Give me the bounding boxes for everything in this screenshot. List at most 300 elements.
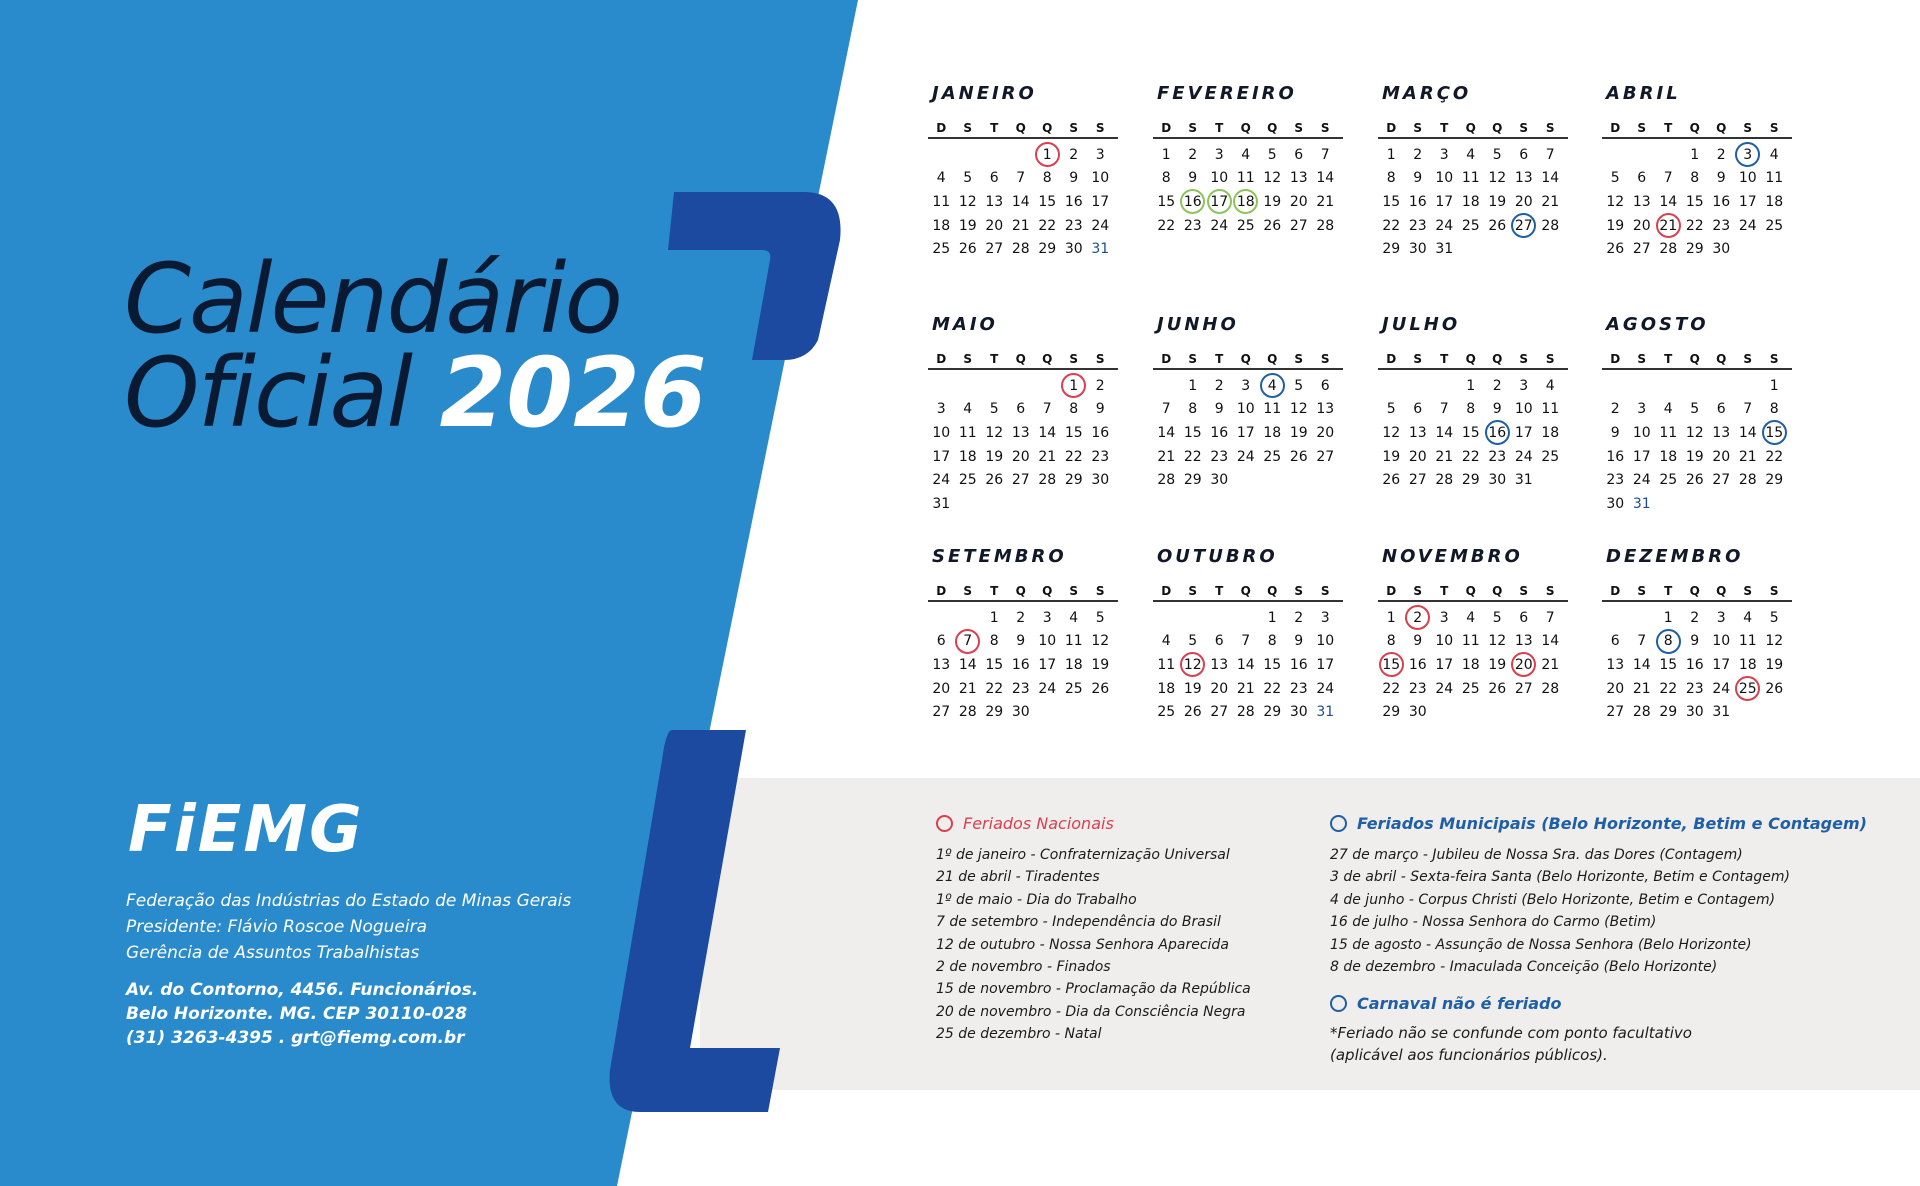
- empty-day: [1008, 374, 1035, 398]
- day-cell: 22: [1659, 680, 1678, 697]
- day-cell: 29: [1038, 241, 1057, 258]
- day-cell: 9: [1413, 170, 1423, 187]
- title-line2: Oficial: [124, 337, 411, 449]
- day-cell: 1: [1034, 143, 1061, 167]
- day-cell: 20: [1632, 217, 1651, 234]
- day-cell: 8: [1188, 401, 1198, 418]
- day-cell: 4: [1743, 609, 1753, 626]
- empty-day: [928, 606, 955, 630]
- org-contact: (31) 3263-4395 . grt@fiemg.com.br: [126, 1028, 465, 1048]
- empty-day: [1629, 374, 1656, 398]
- day-cell: 21: [1435, 448, 1454, 465]
- day-cell: 20: [1210, 680, 1229, 697]
- empty-day: [1655, 374, 1682, 398]
- weekday-header: [928, 351, 1118, 370]
- empty-day: [928, 374, 955, 398]
- day-cell: 23: [1408, 217, 1427, 234]
- day-cell: 25: [1659, 472, 1678, 489]
- month-dezembro: [1602, 545, 1792, 724]
- day-cell: 15: [1183, 424, 1202, 441]
- day-cell: 26: [1606, 241, 1625, 258]
- weekday-label: Q: [1465, 584, 1476, 598]
- day-cell: 22: [1263, 680, 1282, 697]
- weekday-label: S: [1294, 584, 1304, 598]
- empty-day: [1682, 374, 1709, 398]
- day-cell: 31: [1316, 704, 1335, 721]
- day-cell: 22: [1064, 448, 1083, 465]
- day-cell: 23: [1064, 217, 1083, 234]
- weekday-label: D: [1386, 352, 1397, 366]
- day-cell: 25: [958, 472, 977, 489]
- weekday-label: S: [1519, 352, 1529, 366]
- day-cell: 27: [985, 241, 1004, 258]
- day-cell: 23: [1183, 217, 1202, 234]
- day-cell: 10: [932, 424, 951, 441]
- weekday-label: T: [1664, 352, 1673, 366]
- month-fevereiro: [1153, 82, 1343, 237]
- day-cell: 15: [1659, 656, 1678, 673]
- day-cell: 30: [1408, 241, 1427, 258]
- day-cell: 13: [1712, 424, 1731, 441]
- day-cell: 10: [1236, 401, 1255, 418]
- day-cell: 8: [1655, 630, 1682, 654]
- day-cell: 27: [1289, 217, 1308, 234]
- empty-day: [1405, 374, 1432, 398]
- day-cell: 4: [1769, 146, 1779, 163]
- day-cell: 19: [1488, 656, 1507, 673]
- day-cell: 13: [1632, 193, 1651, 210]
- day-cell: 24: [1038, 680, 1057, 697]
- day-cell: 28: [1236, 704, 1255, 721]
- day-cell: 16: [1289, 656, 1308, 673]
- day-cell: 24: [1632, 472, 1651, 489]
- weekday-label: T: [990, 352, 999, 366]
- day-cell: 1: [1188, 377, 1198, 394]
- day-cell: 24: [1435, 680, 1454, 697]
- day-cell: 24: [1236, 448, 1255, 465]
- day-cell: 9: [1214, 401, 1224, 418]
- day-cell: 27: [1632, 241, 1651, 258]
- day-cell: 15: [1685, 193, 1704, 210]
- day-cell: 27: [1712, 472, 1731, 489]
- day-cell: 19: [958, 217, 977, 234]
- empty-day: [1708, 374, 1735, 398]
- weekday-label: Q: [1042, 121, 1053, 135]
- weekday-label: S: [1188, 352, 1198, 366]
- day-cell: 4: [1466, 609, 1476, 626]
- day-cell: 21: [1738, 448, 1757, 465]
- weekday-label: D: [1610, 121, 1621, 135]
- day-cell: 2: [1188, 146, 1198, 163]
- day-cell: 9: [1069, 170, 1079, 187]
- day-cell: 29: [1382, 704, 1401, 721]
- weekday-label: Q: [1689, 584, 1700, 598]
- day-cell: 4: [936, 170, 946, 187]
- day-cell: 2: [1405, 606, 1432, 630]
- day-cell: 11: [1263, 401, 1282, 418]
- day-cell: 11: [1461, 170, 1480, 187]
- weekday-label: S: [1519, 121, 1529, 135]
- day-cell: 16: [1712, 193, 1731, 210]
- empty-day: [1153, 374, 1180, 398]
- weekday-label: S: [1320, 121, 1330, 135]
- day-cell: 10: [1632, 424, 1651, 441]
- month-name: MAIO: [932, 314, 998, 335]
- day-cell: 17: [1632, 448, 1651, 465]
- day-cell: 14: [1316, 170, 1335, 187]
- day-cell: 19: [1091, 656, 1110, 673]
- day-cell: 4: [1241, 146, 1251, 163]
- national-holidays-list: [936, 844, 1251, 1046]
- day-cell: 12: [1488, 633, 1507, 650]
- weekday-label: D: [1386, 121, 1397, 135]
- day-cell: 6: [1214, 633, 1224, 650]
- day-cell: 6: [1610, 633, 1620, 650]
- day-cell: 30: [1210, 472, 1229, 489]
- day-cell: 13: [1289, 170, 1308, 187]
- day-cell: 17: [1236, 424, 1255, 441]
- day-cell: 8: [1386, 170, 1396, 187]
- day-cell: 15: [1064, 424, 1083, 441]
- weekday-label: Q: [1465, 121, 1476, 135]
- weekday-label: S: [963, 352, 973, 366]
- day-cell: 1: [1690, 146, 1700, 163]
- title-line1: Calendário: [124, 243, 622, 355]
- weekday-label: Q: [1716, 584, 1727, 598]
- day-cell: 28: [1157, 472, 1176, 489]
- national-holidays-title: Feriados Nacionais: [963, 813, 1114, 833]
- month-name: AGOSTO: [1606, 314, 1709, 335]
- day-cell: 9: [1095, 401, 1105, 418]
- day-cell: 26: [1685, 472, 1704, 489]
- weekday-header: [928, 583, 1118, 602]
- day-cell: 24: [932, 472, 951, 489]
- weekday-header: [1153, 120, 1343, 139]
- empty-day: [1206, 606, 1233, 630]
- day-cell: 21: [1655, 214, 1682, 238]
- day-cell: 26: [1183, 704, 1202, 721]
- weekday-label: Q: [1689, 352, 1700, 366]
- month-janeiro: [928, 82, 1118, 261]
- day-cell: 5: [1095, 609, 1105, 626]
- weekday-label: D: [1161, 121, 1172, 135]
- holiday-item: 16 de julho - Nossa Senhora do Carmo (Betim): [1330, 914, 1657, 931]
- empty-day: [981, 374, 1008, 398]
- day-cell: 27: [1606, 704, 1625, 721]
- month-setembro: [928, 545, 1118, 724]
- municipal-holidays-title: Feriados Municipais (Belo Horizonte, Betim e Contagem): [1357, 813, 1867, 833]
- weekday-label: Q: [1240, 121, 1251, 135]
- day-cell: 17: [932, 448, 951, 465]
- day-cell: 23: [1011, 680, 1030, 697]
- day-cell: 18: [932, 217, 951, 234]
- day-cell: 16: [1408, 656, 1427, 673]
- day-cell: 16: [1606, 448, 1625, 465]
- day-cell: 13: [932, 656, 951, 673]
- day-cell: 13: [1514, 633, 1533, 650]
- empty-day: [981, 143, 1008, 167]
- day-cell: 13: [1514, 170, 1533, 187]
- day-cell: 29: [1064, 472, 1083, 489]
- day-cell: 15: [1038, 193, 1057, 210]
- org-address: Av. do Contorno, 4456. Funcionários.: [126, 980, 479, 1000]
- day-cell: 21: [1632, 680, 1651, 697]
- day-cell: 4: [1259, 374, 1286, 398]
- day-cell: 7: [1320, 146, 1330, 163]
- day-cell: 2: [1294, 609, 1304, 626]
- facultative-note-line1: *Feriado não se confunde com ponto facultativo: [1330, 1024, 1692, 1043]
- month-maio: [928, 313, 1118, 516]
- day-cell: 12: [958, 193, 977, 210]
- calendar-title: [124, 243, 707, 449]
- day-cell: 23: [1210, 448, 1229, 465]
- day-cell: 11: [1461, 633, 1480, 650]
- day-cell: 2: [1690, 609, 1700, 626]
- day-cell: 19: [985, 448, 1004, 465]
- day-cell: 12: [1765, 633, 1784, 650]
- day-cell: 7: [1016, 170, 1026, 187]
- weekday-label: S: [1769, 121, 1779, 135]
- day-cell: 12: [985, 424, 1004, 441]
- weekday-label: D: [1161, 352, 1172, 366]
- weekday-label: Q: [1492, 352, 1503, 366]
- day-cell: 8: [1769, 401, 1779, 418]
- day-cell: 17: [1712, 656, 1731, 673]
- days-grid: [1378, 606, 1568, 724]
- day-cell: 1: [989, 609, 999, 626]
- day-cell: 12: [1263, 170, 1282, 187]
- day-cell: 25: [932, 241, 951, 258]
- day-cell: 23: [1091, 448, 1110, 465]
- day-cell: 26: [1488, 680, 1507, 697]
- day-cell: 26: [1091, 680, 1110, 697]
- org-president: Presidente: Flávio Roscoe Nogueira: [126, 917, 428, 937]
- day-cell: 14: [1038, 424, 1057, 441]
- day-cell: 15: [985, 656, 1004, 673]
- day-cell: 15: [1378, 653, 1405, 677]
- day-cell: 25: [1461, 680, 1480, 697]
- day-cell: 25: [1064, 680, 1083, 697]
- day-cell: 5: [1690, 401, 1700, 418]
- day-cell: 25: [1735, 677, 1762, 701]
- day-cell: 17: [1316, 656, 1335, 673]
- weekday-label: S: [963, 584, 973, 598]
- day-cell: 19: [1488, 193, 1507, 210]
- day-cell: 26: [1382, 472, 1401, 489]
- day-cell: 22: [1765, 448, 1784, 465]
- day-cell: 30: [1408, 704, 1427, 721]
- day-cell: 9: [1016, 633, 1026, 650]
- day-cell: 6: [989, 170, 999, 187]
- weekday-label: S: [1743, 121, 1753, 135]
- day-cell: 12: [1488, 170, 1507, 187]
- days-grid: [1378, 374, 1568, 492]
- month-agosto: [1602, 313, 1792, 516]
- weekday-label: T: [990, 584, 999, 598]
- day-cell: 20: [1408, 448, 1427, 465]
- weekday-header: [1153, 351, 1343, 370]
- day-cell: 25: [1461, 217, 1480, 234]
- day-cell: 31: [1091, 241, 1110, 258]
- weekday-header: [1602, 583, 1792, 602]
- day-cell: 19: [1685, 448, 1704, 465]
- day-cell: 30: [1712, 241, 1731, 258]
- weekday-header: [1602, 120, 1792, 139]
- day-cell: 29: [1685, 241, 1704, 258]
- day-cell: 13: [1408, 424, 1427, 441]
- day-cell: 23: [1712, 217, 1731, 234]
- weekday-label: Q: [1492, 584, 1503, 598]
- month-março: [1378, 82, 1568, 261]
- day-cell: 3: [1439, 609, 1449, 626]
- day-cell: 12: [1091, 633, 1110, 650]
- day-cell: 18: [1659, 448, 1678, 465]
- day-cell: 3: [936, 401, 946, 418]
- day-cell: 18: [1765, 193, 1784, 210]
- day-cell: 15: [1761, 421, 1788, 445]
- weekday-label: S: [1095, 121, 1105, 135]
- weekday-label: S: [1519, 584, 1529, 598]
- weekday-label: S: [1413, 121, 1423, 135]
- day-cell: 29: [1765, 472, 1784, 489]
- weekday-header: [1378, 120, 1568, 139]
- day-cell: 10: [1738, 170, 1757, 187]
- day-cell: 15: [1461, 424, 1480, 441]
- day-cell: 28: [1541, 217, 1560, 234]
- day-cell: 10: [1210, 170, 1229, 187]
- day-cell: 18: [1157, 680, 1176, 697]
- day-cell: 11: [932, 193, 951, 210]
- month-julho: [1378, 313, 1568, 492]
- day-cell: 3: [1095, 146, 1105, 163]
- day-cell: 5: [1610, 170, 1620, 187]
- day-cell: 30: [1289, 704, 1308, 721]
- day-cell: 3: [1735, 143, 1762, 167]
- day-cell: 14: [958, 656, 977, 673]
- holiday-item: 8 de dezembro - Imaculada Conceição (Belo Horizonte): [1330, 959, 1718, 976]
- day-cell: 21: [1316, 193, 1335, 210]
- day-cell: 25: [1263, 448, 1282, 465]
- weekday-label: S: [1294, 352, 1304, 366]
- day-cell: 1: [1061, 374, 1088, 398]
- empty-day: [1431, 374, 1458, 398]
- weekday-label: Q: [1465, 352, 1476, 366]
- holiday-item: 20 de novembro - Dia da Consciência Negra: [936, 1003, 1246, 1020]
- holiday-item: 4 de junho - Corpus Christi (Belo Horizonte, Betim e Contagem): [1330, 891, 1776, 908]
- month-name: ABRIL: [1606, 83, 1681, 104]
- day-cell: 10: [1435, 170, 1454, 187]
- day-cell: 2: [1492, 377, 1502, 394]
- day-cell: 16: [1180, 190, 1207, 214]
- day-cell: 8: [1267, 633, 1277, 650]
- empty-day: [1378, 374, 1405, 398]
- day-cell: 20: [1011, 448, 1030, 465]
- weekday-label: Q: [1015, 121, 1026, 135]
- day-cell: 29: [1659, 704, 1678, 721]
- day-cell: 24: [1712, 680, 1731, 697]
- day-cell: 25: [1157, 704, 1176, 721]
- day-cell: 28: [1738, 472, 1757, 489]
- org-department: Gerência de Assuntos Trabalhistas: [126, 943, 420, 963]
- day-cell: 3: [1241, 377, 1251, 394]
- day-cell: 30: [1685, 704, 1704, 721]
- month-name: SETEMBRO: [932, 546, 1067, 567]
- day-cell: 22: [1382, 680, 1401, 697]
- weekday-label: Q: [1716, 352, 1727, 366]
- holiday-item: 15 de agosto - Assunção de Nossa Senhora (Belo Horizonte): [1330, 936, 1752, 953]
- day-cell: 20: [1511, 653, 1538, 677]
- day-cell: 17: [1038, 656, 1057, 673]
- weekday-label: S: [1069, 584, 1079, 598]
- day-cell: 7: [1545, 146, 1555, 163]
- empty-day: [1602, 374, 1629, 398]
- day-cell: 7: [955, 630, 982, 654]
- day-cell: 5: [1492, 609, 1502, 626]
- month-name: NOVEMBRO: [1382, 546, 1523, 567]
- day-cell: 15: [1382, 193, 1401, 210]
- green-circle-icon: [1330, 995, 1347, 1012]
- day-cell: 6: [1413, 401, 1423, 418]
- weekday-label: S: [1637, 352, 1647, 366]
- day-cell: 27: [932, 704, 951, 721]
- day-cell: 19: [1382, 448, 1401, 465]
- day-cell: 27: [1511, 214, 1538, 238]
- day-cell: 10: [1435, 633, 1454, 650]
- day-cell: 20: [1514, 193, 1533, 210]
- day-cell: 30: [1011, 704, 1030, 721]
- day-cell: 6: [1294, 146, 1304, 163]
- weekday-label: S: [1637, 121, 1647, 135]
- day-cell: 31: [1514, 472, 1533, 489]
- days-grid: [1602, 374, 1792, 516]
- weekday-label: D: [936, 121, 947, 135]
- day-cell: 21: [1541, 193, 1560, 210]
- day-cell: 18: [1461, 656, 1480, 673]
- day-cell: 5: [1267, 146, 1277, 163]
- day-cell: 28: [1316, 217, 1335, 234]
- days-grid: [1378, 143, 1568, 261]
- day-cell: 16: [1011, 656, 1030, 673]
- month-outubro: [1153, 545, 1343, 724]
- day-cell: 2: [1413, 146, 1423, 163]
- weekday-label: D: [1610, 352, 1621, 366]
- municipal-holidays-legend: [1330, 812, 1867, 1066]
- day-cell: 24: [1210, 217, 1229, 234]
- day-cell: 8: [1466, 401, 1476, 418]
- day-cell: 17: [1435, 656, 1454, 673]
- day-cell: 8: [1161, 170, 1171, 187]
- day-cell: 28: [1435, 472, 1454, 489]
- day-cell: 24: [1435, 217, 1454, 234]
- day-cell: 16: [1210, 424, 1229, 441]
- weekday-label: Q: [1015, 584, 1026, 598]
- day-cell: 29: [1183, 472, 1202, 489]
- day-cell: 3: [1439, 146, 1449, 163]
- day-cell: 26: [1488, 217, 1507, 234]
- day-cell: 6: [1519, 609, 1529, 626]
- day-cell: 21: [1038, 448, 1057, 465]
- day-cell: 7: [1042, 401, 1052, 418]
- holiday-item: 2 de novembro - Finados: [936, 959, 1111, 976]
- weekday-label: D: [1386, 584, 1397, 598]
- weekday-label: Q: [1716, 121, 1727, 135]
- day-cell: 2: [1095, 377, 1105, 394]
- day-cell: 20: [1712, 448, 1731, 465]
- empty-day: [1233, 606, 1260, 630]
- day-cell: 24: [1514, 448, 1533, 465]
- weekday-label: S: [1413, 584, 1423, 598]
- day-cell: 12: [1382, 424, 1401, 441]
